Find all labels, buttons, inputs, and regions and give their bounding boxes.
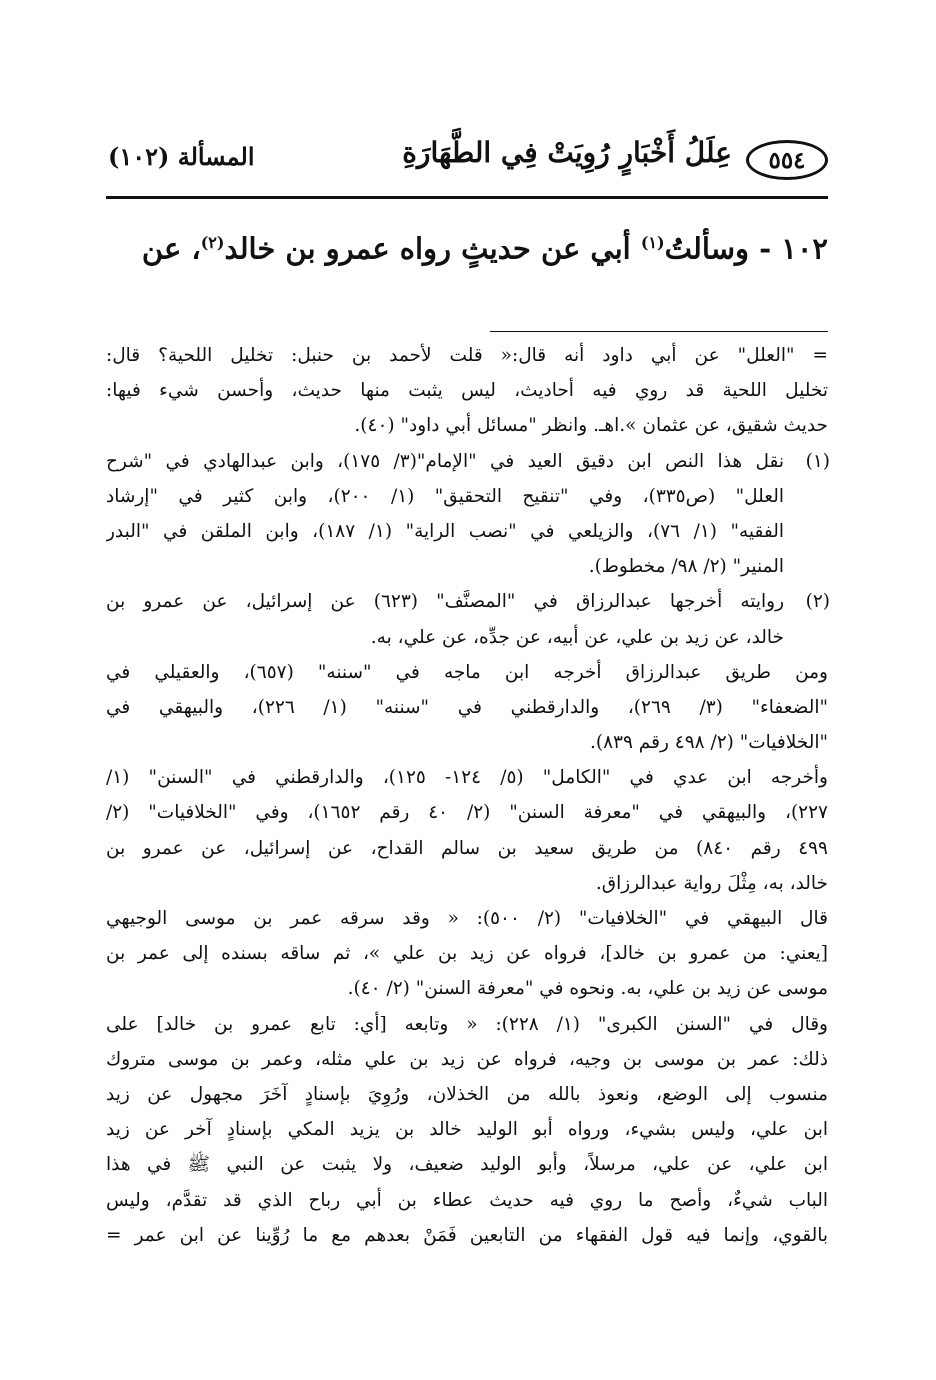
footnote-line: "الخلافيات" (٢/ ٤٩٨ رقم ٨٣٩). xyxy=(589,732,828,754)
footnote-line: خالد، به، مِثْلَ رواية عبدالرزاق. xyxy=(595,872,828,894)
question-mid: أبي عن حديثٍ رواه عمرو بن خالد xyxy=(224,231,641,266)
footnote-line: ٢٢٧)، والبيهقي في "معرفة السنن" (٢/ ٤٠ رقم ١٦٥٢)، وفي "الخلافيات" (٢/ xyxy=(106,802,828,824)
footnote-line: وقال في "السنن الكبرى" (١/ ٢٢٨): « وتابعه [أي: تابع عمرو بن خالد] على xyxy=(106,1013,828,1035)
issue-label: المسألة (١٠٢) xyxy=(108,142,255,171)
question-end: ، عن xyxy=(141,231,201,266)
footnote-number: (٢) xyxy=(805,591,830,613)
footnote-line: ومن طريق عبدالرزاق أخرجه ابن ماجه في "سننه" (٦٥٧)، والعقيلي في xyxy=(106,661,828,683)
footnote-line: ذلك: عمر بن موسى بن وجيه، فرواه عن زيد بن علي مثله، وعمر بن موسى متروك xyxy=(106,1048,828,1070)
question-start: ١٠٢ - وسألتُ xyxy=(664,231,828,266)
footnote-line: ٤٩٩ رقم ٨٤٠) من طريق سعيد بن سالم القداح، عن إسرائيل، عن عمرو بن xyxy=(106,837,828,859)
footnote-line: [يعني: من عمرو بن خالد]، فرواه عن زيد بن علي »، ثم ساقه بسنده إلى عمر بن xyxy=(106,943,828,965)
footnote-line: الباب شيءٌ، وأصح ما روي فيه حديث عطاء بن أبي رباح الذي قد تقدَّم، وليس xyxy=(106,1189,828,1211)
footnote-line: قال البيهقي في "الخلافيات" (٢/ ٥٠٠): « وقد سرقه عمر بن موسى الوجيهي xyxy=(106,908,828,929)
footnote-line: = "العلل" عن أبي داود أنه قال:« قلت لأحمد بن حنبل: تخليل اللحية؟ قال: xyxy=(106,345,828,366)
footnote-line: خالد، عن زيد بن علي، عن أبيه، عن جدِّه، عن علي، به. xyxy=(370,626,784,648)
footnote-continuation xyxy=(106,338,828,444)
footnote-1 xyxy=(106,444,828,585)
footnotes xyxy=(106,338,828,1253)
footnote-line: وأخرجه ابن عدي في "الكامل" (٥/ ١٢٤- ١٢٥)، والدارقطني في "السنن" (١/ xyxy=(106,767,828,789)
footnote-mark-1: (١) xyxy=(640,233,665,252)
footnote-line: موسى عن زيد بن علي، به. ونحوه في "معرفة السنن" (٢/ ٤٠). xyxy=(347,978,828,1000)
footnote-line: حديث شقيق، عن عثمان ».اهـ. وانظر "مسائل أبي داود" (٤٠). xyxy=(354,415,828,437)
footnote-line: العلل" (ص٣٣٥)، وفي "تنقيح التحقيق" (١/ ٢٠٠)، وابن كثير في "إرشاد xyxy=(106,485,784,507)
footnote-mark-2: (٢) xyxy=(200,233,225,252)
footnote-2 xyxy=(106,584,828,1253)
footnote-line: نقل هذا النص ابن دقيق العيد في "الإمام"(٣/ ١٧٥)، وابن عبدالهادي في "شرح xyxy=(106,450,784,472)
page-header xyxy=(108,136,828,186)
footnote-line: "الضعفاء" (٣/ ٢٦٩)، والدارقطني في "سننه" (١/ ٢٢٦)، والبيهقي في xyxy=(106,696,828,718)
footnote-line: الفقيه" (١/ ٧٦)، والزيلعي في "نصب الراية" (١/ ١٨٧)، وابن الملقن في "البدر xyxy=(106,520,784,542)
footnote-number: (١) xyxy=(805,450,830,472)
footnote-separator xyxy=(490,331,828,332)
header-rule xyxy=(106,196,828,199)
book-title: عِلَلُ أَخْبَارٍ رُوِيَتْ فِي الطَّهَارَةِ xyxy=(402,136,732,169)
main-question xyxy=(106,220,828,272)
footnote-line: ابن علي، عن علي، مرسلاً، وأبو الوليد ضعيف، ولا يثبت عن النبي ﷺ في هذا xyxy=(106,1154,828,1176)
footnote-line: المنير" (٢/ ٩٨/ مخطوط). xyxy=(588,556,784,578)
footnote-line: تخليل اللحية قد روي فيه أحاديث، ليس يثبت منها حديث، وأحسن شيء فيها: xyxy=(106,380,828,402)
footnote-line: منسوب إلى الوضع، ونعوذ بالله من الخذلان، ورُوِيَ بإسنادٍ آخَرَ مجهول عن زيد xyxy=(106,1083,828,1105)
footnote-line: روايته أخرجها عبدالرزاق في "المصنَّف" (٦٢٣) عن إسرائيل، عن عمرو بن xyxy=(106,591,784,613)
footnote-line: ابن علي، وليس بشيء، ورواه أبو الوليد خالد بن يزيد المكي بإسنادٍ آخر عن زيد xyxy=(106,1119,828,1141)
footnote-line: بالقوي، وإنما فيه قول الفقهاء من التابعين فَمَنْ بعدهم مع ما رُوِّينا عن ابن عمر = xyxy=(106,1224,828,1246)
page-number-badge: ٥٥٤ xyxy=(746,140,828,180)
